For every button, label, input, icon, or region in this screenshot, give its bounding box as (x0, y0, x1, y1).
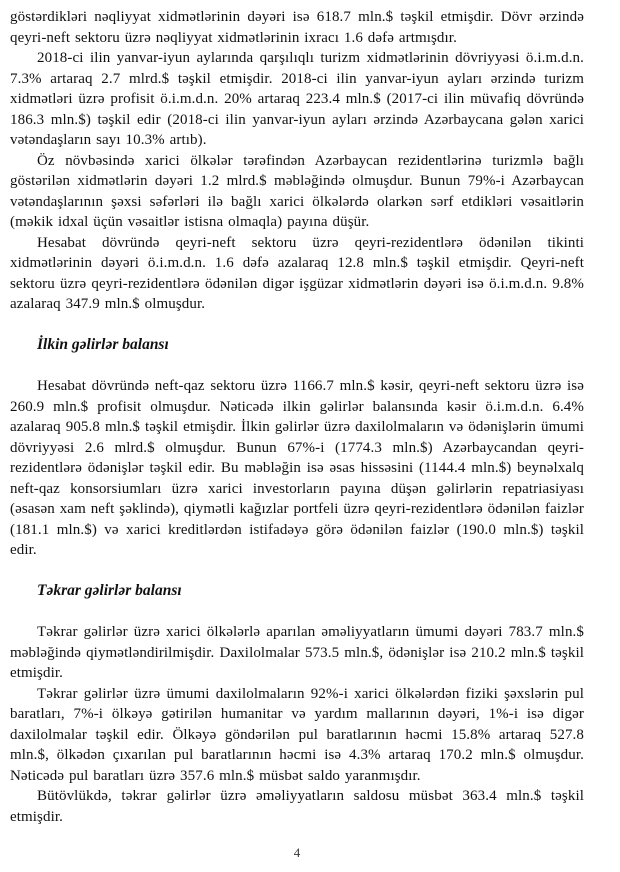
paragraph-remittances: Təkrar gəlirlər üzrə ümumi daxilolmaların 92%-i xarici ölkələrdən fiziki şəxslərin pul baratları, 7%-i ölkəyə gətirilən humanitar və yardım mallarının dəyəri, 1%-i isə digər daxilolmalar təşkil edir. Ölkəyə göndərilən pul baratlarının həcmi 15.8% artaraq 527.8 mln.$, ölkədən çıxarılan pul baratlarının həcmi isə 4.3% artaraq 170.2 mln.$ olmuşdur. Nəticədə pul baratları üzrə 357.6 mln.$ müsbət saldo yaranmışdır. (10, 685, 584, 784)
document-body (10, 7, 584, 827)
heading-primary-income-balance: İlkin gəlirlər balansı (37, 336, 169, 353)
heading-secondary-income-balance: Təkrar gəlirlər balansı (37, 582, 182, 599)
paragraph-secondary-income-total: Təkrar gəlirlər üzrə xarici ölkələrlə aparılan əməliyyatların ümumi dəyəri 783.7 mln.$ məbləğində qiymətləndirilmişdir. Daxilolmalar 573.5 mln.$, ödənişlər isə 210.2 mln.$ təşkil etmişdir. (10, 624, 584, 681)
paragraph-construction-services: Hesabat dövründə qeyri-neft sektoru üzrə qeyri-rezidentlərə ödənilən tikinti xidmətlərinin dəyəri ö.i.m.d.n. 1.6 dəfə azalaraq 12.8 mln.$ təşkil etmişdir. Qeyri-neft sektoru üzrə qeyri-rezidentlərə ödənilən digər işgüzar xidmətlərin dəyəri isə ö.i.m.d.n. 9.8% azalaraq 347.9 mln.$ olmuşdur. (10, 234, 584, 312)
paragraph-transport-services: göstərdikləri nəqliyyat xidmətlərinin dəyəri isə 618.7 mln.$ təşkil etmişdir. Dövr ərzində qeyri-neft sektoru üzrə nəqliyyat xidmətlərinin ixracı 1.6 dəfə artmışdır. (10, 9, 584, 46)
paragraph-primary-income: Hesabat dövründə neft-qaz sektoru üzrə 1166.7 mln.$ kəsir, qeyri-neft sektoru üzrə isə 260.9 mln.$ profisit olmuşdur. Nəticədə ilkin gəlirlər balansında kəsir ö.i.m.d.n. 6.4% azalaraq 905.8 mln.$ təşkil etmişdir. İlkin gəlirlər üzrə daxilolmaların və ödənişlərin ümumi dövriyyəsi 2.6 mlrd.$ olmuşdur. Bunun 67%-i (1774.3 mln.$) Azərbaycandan qeyri-rezidentlərə ödənişlər təşkil edir. Bu məbləğin isə əsas hissəsini (1144.4 mln.$) beynəlxalq neft-qaz konsorsiumları üzrə xarici investorların payına düşən gəlirlərin repatriasiyası (əsasən xam neft şəklində), qiymətli kağızlar portfeli üzrə qeyri-rezidentlərə ödənilən faizlər (181.1 mln.$) və xarici kreditlərdən istifadəyə görə ödənilən faizlər (190.0 mln.$) təşkil edir. (10, 378, 584, 558)
paragraph-secondary-income-saldo: Bütövlükdə, təkrar gəlirlər üzrə əməliyyatların saldosu müsbət 363.4 mln.$ təşkil etmişdir. (10, 788, 584, 825)
paragraph-tourism-residents: Öz növbəsində xarici ölkələr tərəfindən Azərbaycan rezidentlərinə turizmlə bağlı göstərilən xidmətlərin dəyəri 1.2 mlrd.$ məbləğində olmuşdur. Bunun 79%-i Azərbaycan vətəndaşlarının şəxsi səfərləri ilə bağlı xarici ölkələrdə olarkən sərf etdikləri vəsaitlərin (məkik idxal üçün vəsaitlər istisna olmaqla) payına düşür. (10, 152, 584, 230)
paragraph-tourism-turnover: 2018-ci ilin yanvar-iyun aylarında qarşılıqlı turizm xidmətlərinin dövriyyəsi ö.i.m.d.n. 7.3% artaraq 2.7 mlrd.$ təşkil etmişdir. 2018-ci ilin yanvar-iyun ayları ərzində turizm xidmətləri üzrə profisit ö.i.m.d.n. 20% artaraq 223.4 mln.$ (2017-ci ilin müvafiq dövründə 186.3 mln.$) təşkil edir (2018-ci ilin yanvar-iyun ayları ərzində Azərbaycana gələn xarici vətəndaşların sayı 10.3% artıb). (10, 50, 584, 148)
page-number: 4 (293, 845, 301, 860)
